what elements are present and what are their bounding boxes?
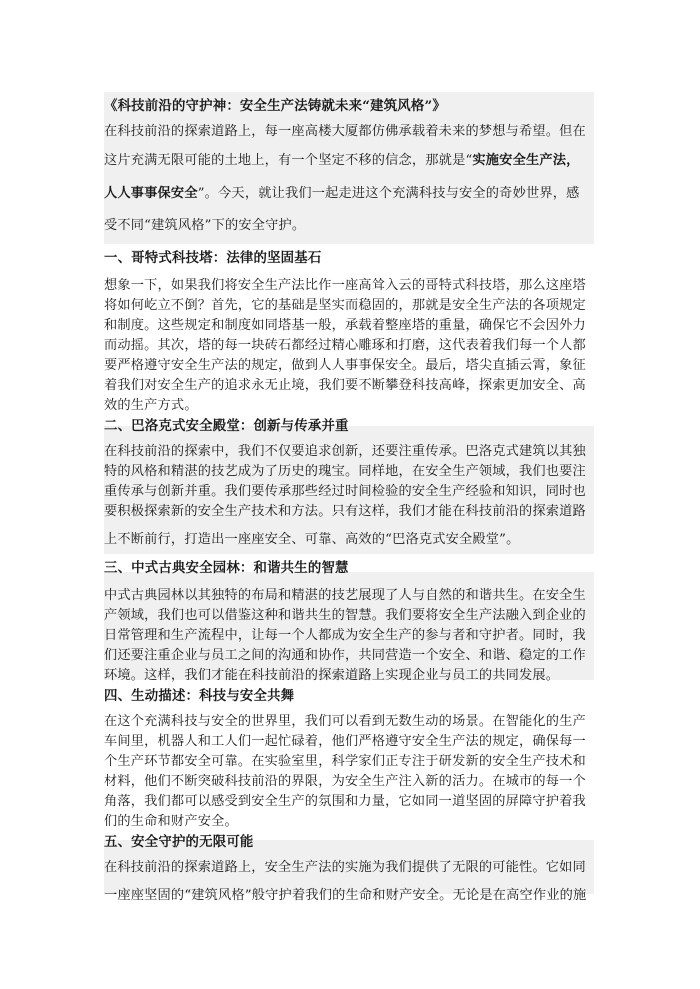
paragraph-line: 要严格遵守安全生产法的规定，做到人人事事保安全。最后，塔尖直插云霄，象征	[104, 358, 586, 373]
paragraph-line: 上不断前行，打造出一座座安全、可靠、高效的“巴洛克式安全殿堂”。	[104, 532, 520, 547]
paragraph-line: 而动摇。其次，塔的每一块砖石都经过精心雕琢和打磨，这代表着我们每一个人都	[104, 338, 586, 353]
paragraph-line: 们还要注重企业与员工之间的沟通和协作，共同营造一个安全、和谐、稳定的工作	[104, 648, 586, 663]
intro-line	[104, 184, 594, 204]
paragraph-line: 在科技前沿的探索中，我们不仅要追求创新，还要注重传承。巴洛克式建筑以其独	[104, 444, 586, 459]
document-title: 《科技前沿的守护神：安全生产法铸就未来“建筑风格”》	[104, 98, 446, 114]
paragraph-line: 将如何屹立不倒？首先，它的基础是坚实而稳固的，那就是安全生产法的各项规定	[104, 298, 586, 313]
section-heading: 四、生动描述：科技与安全共舞	[104, 688, 295, 704]
paragraph-line: 要积极探索新的安全生产技术和方法。只有这样，我们才能在科技前沿的探索道路	[104, 504, 586, 519]
paragraph-line: 重传承与创新并重。我们要传承那些经过时间检验的安全生产经验和知识，同时也	[104, 484, 586, 499]
section-heading: 三、中式古典安全园林：和谐共生的智慧	[104, 560, 349, 576]
paragraph-line: 特的风格和精湛的技艺成为了历史的瑰宝。同样地，在安全生产领域，我们也要注	[104, 464, 586, 479]
paragraph-line: 角落，我们都可以感受到安全生产的氛围和力量，它如同一道坚固的屏障守护着我	[104, 794, 586, 809]
paragraph-line: 个生产环节都安全可靠。在实验室里，科学家们正专注于研发新的安全生产技术和	[104, 754, 586, 769]
paragraph-line: 中式古典园林以其独特的布局和精湛的技艺展现了人与自然的和谐共生。在安全生	[104, 588, 586, 603]
section-heading: 一、哥特式科技塔：法律的坚固基石	[104, 250, 322, 266]
paragraph-line: 和制度。这些规定和制度如同塔基一般，承载着整座塔的重量，确保它不会因外力	[104, 318, 586, 333]
paragraph-line: 在这个充满科技与安全的世界里，我们可以看到无数生动的场景。在智能化的生产	[104, 714, 586, 729]
paragraph-line: 们的生命和财产安全。	[104, 814, 238, 829]
paragraph-line: 着我们对安全生产的追求永无止境，我们要不断攀登科技高峰，探索更加安全、高	[104, 378, 586, 393]
paragraph-line: 产领域，我们也可以借鉴这种和谐共生的智慧。我们要将安全生产法融入到企业的	[104, 608, 586, 623]
intro-emphasis: 实施安全生产法，	[472, 153, 580, 168]
intro-line: 在科技前沿的探索道路上，每一座高楼大厦都仿佛承载着未来的梦想与希望。但在	[104, 124, 586, 139]
paragraph-line: 材料，他们不断突破科技前沿的界限，为安全生产注入新的活力。在城市的每一个	[104, 774, 586, 789]
paragraph-line: 想象一下，如果我们将安全生产法比作一座高耸入云的哥特式科技塔，那么这座塔	[104, 278, 586, 293]
paragraph-line: 效的生产方式。	[104, 398, 198, 413]
section-heading: 五、安全守护的无限可能	[104, 834, 254, 850]
paragraph-line: 在科技前沿的探索道路上，安全生产法的实施为我们提供了无限的可能性。它如同	[104, 860, 586, 875]
section-heading: 二、巴洛克式安全殿堂：创新与传承并重	[104, 418, 349, 434]
intro-line: 受不同“建筑风格”下的安全守护。	[104, 218, 306, 233]
paragraph-line: 环境。这样，我们才能在科技前沿的探索道路上实现企业与员工的共同发展。	[104, 668, 560, 683]
paragraph-line: 车间里，机器人和工人们一起忙碌着，他们严格遵守安全生产法的规定，确保每一	[104, 734, 586, 749]
intro-line	[104, 151, 594, 171]
intro-emphasis: 人人事事保安全	[104, 186, 198, 201]
paragraph-line: 一座座坚固的“建筑风格”般守护着我们的生命和财产安全。无论是在高空作业的施	[104, 888, 587, 903]
intro-text: ”。今天，就让我们一起走进这个充满科技与安全的奇妙世界，感	[197, 186, 580, 201]
paragraph-line: 日常管理和生产流程中，让每一个人都成为安全生产的参与者和守护者。同时，我	[104, 628, 586, 643]
intro-text: 这片充满无限可能的土地上，有一个坚定不移的信念，那就是“	[104, 153, 473, 168]
